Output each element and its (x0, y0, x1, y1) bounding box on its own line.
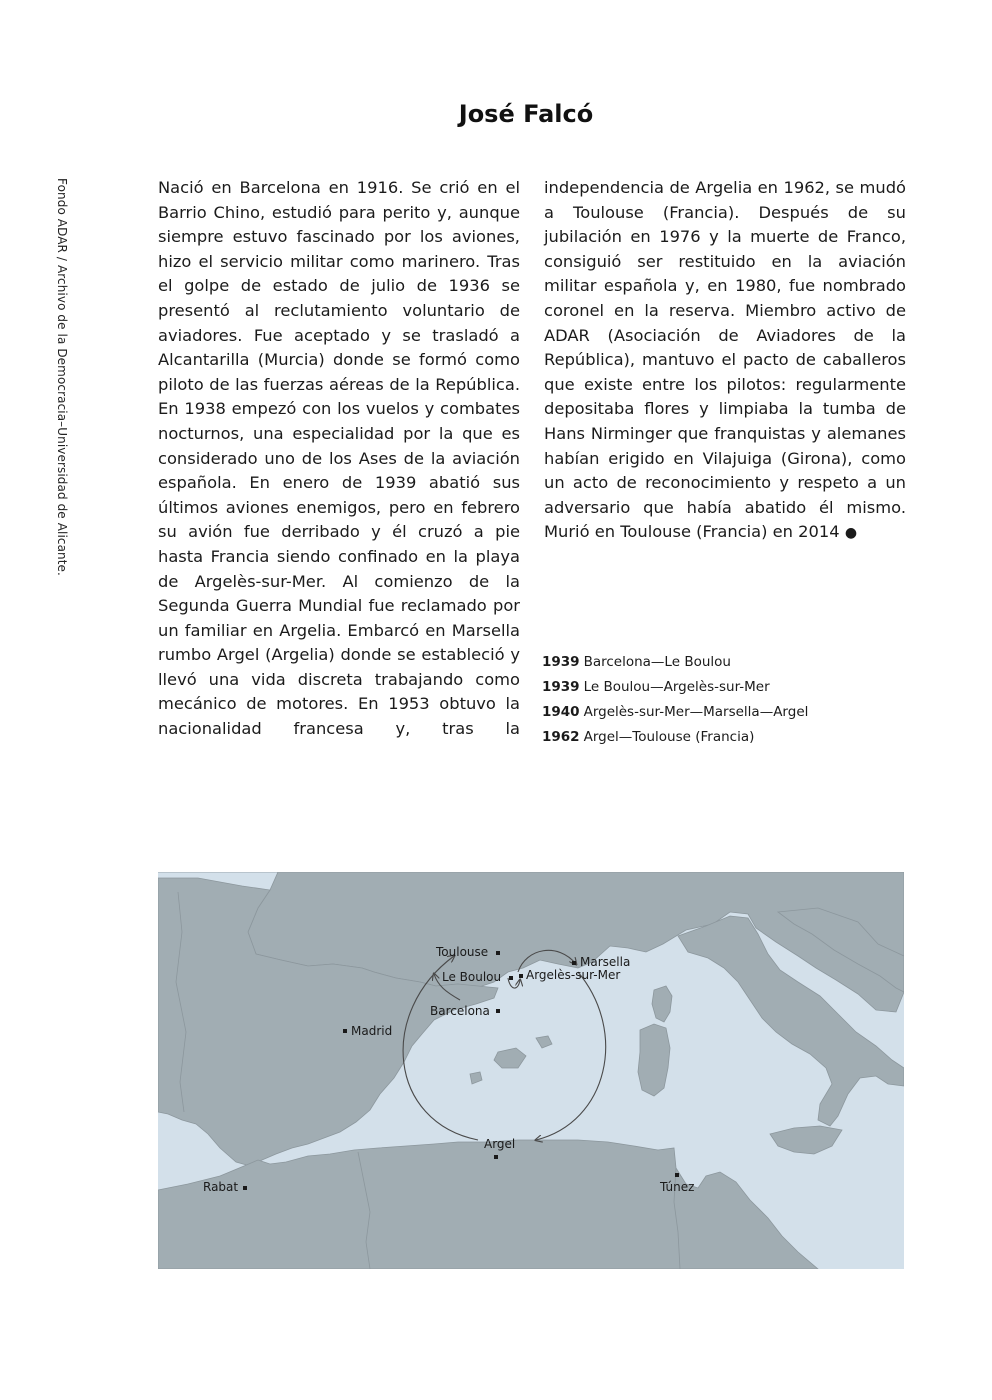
label-toulouse: Toulouse (436, 945, 489, 959)
map-svg (158, 872, 904, 1269)
timeline-list (542, 650, 922, 750)
timeline-item (542, 650, 922, 675)
timeline-route: Barcelona—Le Boulou (583, 654, 731, 670)
timeline-item (542, 700, 922, 725)
label-rabat: Rabat (203, 1180, 239, 1194)
label-barcelona: Barcelona (430, 1004, 490, 1018)
page-title: José Falcó (458, 100, 594, 128)
label-madrid: Madrid (351, 1024, 393, 1038)
marker-le-boulou (509, 976, 513, 980)
marker-rabat (243, 1186, 247, 1190)
label-tunez: Túnez (660, 1180, 695, 1194)
timeline-year: 1939 (542, 679, 580, 695)
label-le-boulou: Le Boulou (442, 970, 502, 984)
marker-madrid (343, 1029, 347, 1033)
timeline-item (542, 725, 922, 750)
marker-argeles (519, 974, 523, 978)
timeline-year: 1939 (542, 654, 580, 670)
marker-argel (494, 1155, 498, 1159)
label-argeles: Argelès-sur-Mer (526, 968, 621, 982)
timeline-route: Le Boulou—Argelès-sur-Mer (583, 679, 770, 695)
label-argel: Argel (484, 1137, 516, 1151)
end-mark: ● (844, 525, 858, 542)
route-map (158, 872, 904, 1269)
marker-marsella (572, 961, 576, 965)
timeline-year: 1962 (542, 729, 580, 745)
marker-tunez (675, 1173, 679, 1177)
timeline-route: Argelès-sur-Mer—Marsella—Argel (583, 704, 809, 720)
timeline-year: 1940 (542, 704, 580, 720)
marker-toulouse (496, 951, 500, 955)
label-marsella: Marsella (580, 955, 631, 969)
side-credit: Fondo ADAR / Archivo de la Democracia–Universidad de Alicante. (55, 178, 69, 576)
biography-paragraph-text: Nació en Barcelona en 1916. Se crió en el Barrio Chino, estudió para perito y, aunque siempre estuvo fascinado por los aviones, hizo el servicio militar como marinero. Tras el golpe de estado de julio de 1936 se presentó al reclutamiento voluntario de aviadores. Fue aceptado y se trasladó a Alcantarilla (Murcia) donde se formó como piloto de las fuerzas aéreas de la República. En 1938 empezó con los vuelos y combates nocturnos, una especialidad por la que es considerado uno de los Ases de la aviación española. En enero de 1939 abatió sus últimos aviones enemigos, pero en febrero su avión fue derribado y él cruzó a pie hasta Francia siendo confinado en la playa de Argelès-sur-Mer. Al comienzo de la Segunda Guerra Mundial fue reclamado por un familiar en Argelia. Embarcó en Marsella rumbo Argel (Argelia) donde se estableció y llevó una vida discreta trabajando como mecánico de motores. En 1953 obtuvo la nacionalidad francesa y, tras la independencia de Argelia en 1962, se mudó a Toulouse (Francia). Después de su jubilación en 1976 y la muerte de Franco, consiguió ser restituido en la aviación militar española y, en 1980, fue nombrado coronel en la reserva. Miembro activo de ADAR (Asociación de Aviadores de la República), mantuvo el pacto de caballeros que existe entre los pilotos: regularmente depositaba flores y limpiaba la tumba de Hans Nirminger que franquistas y alemanes habían erigido en Vilajuiga (Girona), como un acto de reconocimiento y respeto a un adversario que había abatido él mismo. Murió en Toulouse (Francia) en 2014 (158, 178, 906, 739)
timeline-route: Argel—Toulouse (Francia) (583, 729, 755, 745)
marker-barcelona (496, 1009, 500, 1013)
timeline-item (542, 675, 922, 700)
